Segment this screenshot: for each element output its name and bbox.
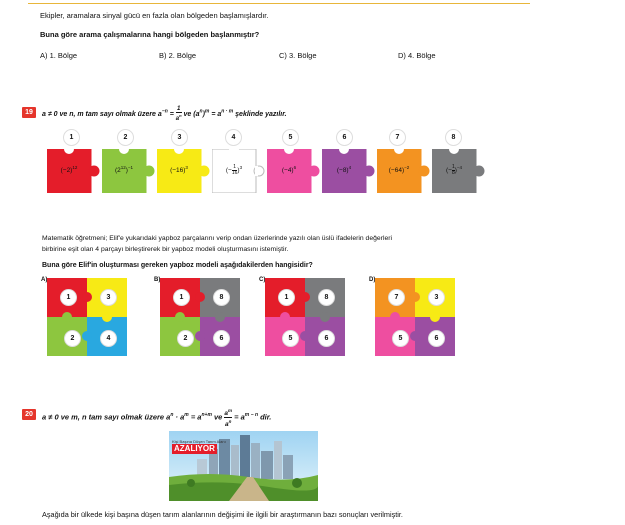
option-a-puzzle[interactable] [47, 278, 127, 356]
piece-number-5: 5 [282, 129, 299, 146]
prev-option-b[interactable]: B) 2. Bölge [159, 51, 197, 60]
piece-number-4: 4 [225, 129, 242, 146]
piece-number-7: 7 [389, 129, 406, 146]
option-b-cell-8: 8 [213, 289, 230, 306]
puzzle-piece-4[interactable] [212, 149, 266, 193]
prev-option-d[interactable]: D) 4. Bölge [398, 51, 436, 60]
option-c-cell-5: 5 [282, 330, 299, 347]
prev-question-text: Buna göre arama çalışmalarına hangi bölgeden başlanmıştır? [40, 30, 260, 39]
puzzle-piece-7[interactable] [377, 149, 431, 193]
piece-expression-7: $(-64)^{-2}$ [388, 165, 410, 175]
puzzle-piece-3[interactable] [157, 149, 211, 193]
option-a-cell-4: 4 [100, 330, 117, 347]
option-d-cell-7: 7 [388, 289, 405, 306]
question-19-question: Buna göre Elif'in oluşturması gereken yapboz modeli aşağıdakilerden hangisidir? [42, 262, 313, 269]
puzzle-piece-1[interactable] [47, 149, 101, 193]
piece-expression-6: $(-8)^4$ [336, 165, 352, 175]
piece-expression-4: (− $\frac{1}{16}$ )$^3$ [225, 164, 243, 176]
puzzle-piece-2[interactable] [102, 149, 156, 193]
question-19-number: 19 [22, 107, 36, 118]
option-a-cell-3: 3 [100, 289, 117, 306]
option-a-cell-1: 1 [60, 289, 77, 306]
option-d-label: D) [369, 277, 376, 283]
agriculture-city-illustration [169, 431, 318, 501]
option-c-cell-6: 6 [318, 330, 335, 347]
puzzle-piece-6[interactable] [322, 149, 376, 193]
puzzle-piece-8[interactable] [432, 149, 486, 193]
piece-expression-8: (− $\frac{1}{8}$ )$^{-4}$ [445, 164, 463, 176]
question-20-stem: a ≠ 0 ve m, n tam sayı olmak üzere $a^n \cdot a^m = a^{n+m}$ ve $\frac{a^m}{a^n}$ = $a^{m - n}$ dir. [42, 408, 272, 429]
piece-number-3: 3 [171, 129, 188, 146]
prev-question-intro: Ekipler, aramalara sinyal gücü en fazla olan bölgeden başlamışlardır. [40, 11, 269, 20]
puzzle-piece-5[interactable] [267, 149, 321, 193]
option-a-label: A) [41, 277, 48, 283]
prev-option-a[interactable]: A) 1. Bölge [40, 51, 78, 60]
option-c-cell-8: 8 [318, 289, 335, 306]
option-b-cell-1: 1 [173, 289, 190, 306]
question-20-bottom-text: Aşağıda bir ülkede kişi başına düşen tarım alanlarının değişimi ile ilgili bir araştırmanın bazı sonuçları verilmiştir. [42, 510, 403, 519]
option-d-cell-3: 3 [428, 289, 445, 306]
option-b-cell-6: 6 [213, 330, 230, 347]
option-d-cell-5: 5 [392, 330, 409, 347]
top-border [28, 0, 530, 4]
option-b-puzzle[interactable] [160, 278, 240, 356]
option-d-cell-6: 6 [428, 330, 445, 347]
prev-option-c[interactable]: C) 3. Bölge [279, 51, 317, 60]
piece-expression-5: $(-4)^6$ [281, 165, 297, 175]
option-b-label: B) [154, 277, 161, 283]
option-d-puzzle[interactable] [375, 278, 455, 356]
piece-number-1: 1 [63, 129, 80, 146]
piece-number-6: 6 [336, 129, 353, 146]
question-20-number: 20 [22, 409, 36, 420]
option-c-puzzle[interactable] [265, 278, 345, 356]
piece-expression-1: $(-2)^{12}$ [60, 165, 78, 175]
piece-number-2: 2 [117, 129, 134, 146]
banner-title: AZALIYOR [174, 444, 215, 453]
question-19-stem: a ≠ 0 ve n, m tam sayı olmak üzere $a^{-n}$ = $\frac{1}{a^n}$ ve $(a^n)^m = a^{n \cdot m}$ şeklinde yazılır. [42, 106, 287, 122]
question-19-paragraph-line1: Matematik öğretmeni; Elif'e yukarıdaki yapboz parçalarını verip ondan üzerlerinde yazılı olan üslü ifadelerin değerleri [42, 235, 393, 242]
piece-expression-2: $(2^{12})^{-1}$ [114, 165, 134, 175]
option-c-label: C) [259, 277, 266, 283]
banner-subtitle: Kişi Başına Düşen Tarım Alanı [172, 439, 226, 444]
option-a-cell-2: 2 [64, 330, 81, 347]
option-b-cell-2: 2 [177, 330, 194, 347]
piece-expression-3: $(-16)^3$ [170, 165, 188, 175]
question-19-paragraph-line2: birbirine eşit olan 4 parçayı birleştirerek bir yapboz modeli oluşturmasını istemiştir. [42, 246, 289, 253]
piece-number-8: 8 [445, 129, 462, 146]
option-c-cell-1: 1 [278, 289, 295, 306]
